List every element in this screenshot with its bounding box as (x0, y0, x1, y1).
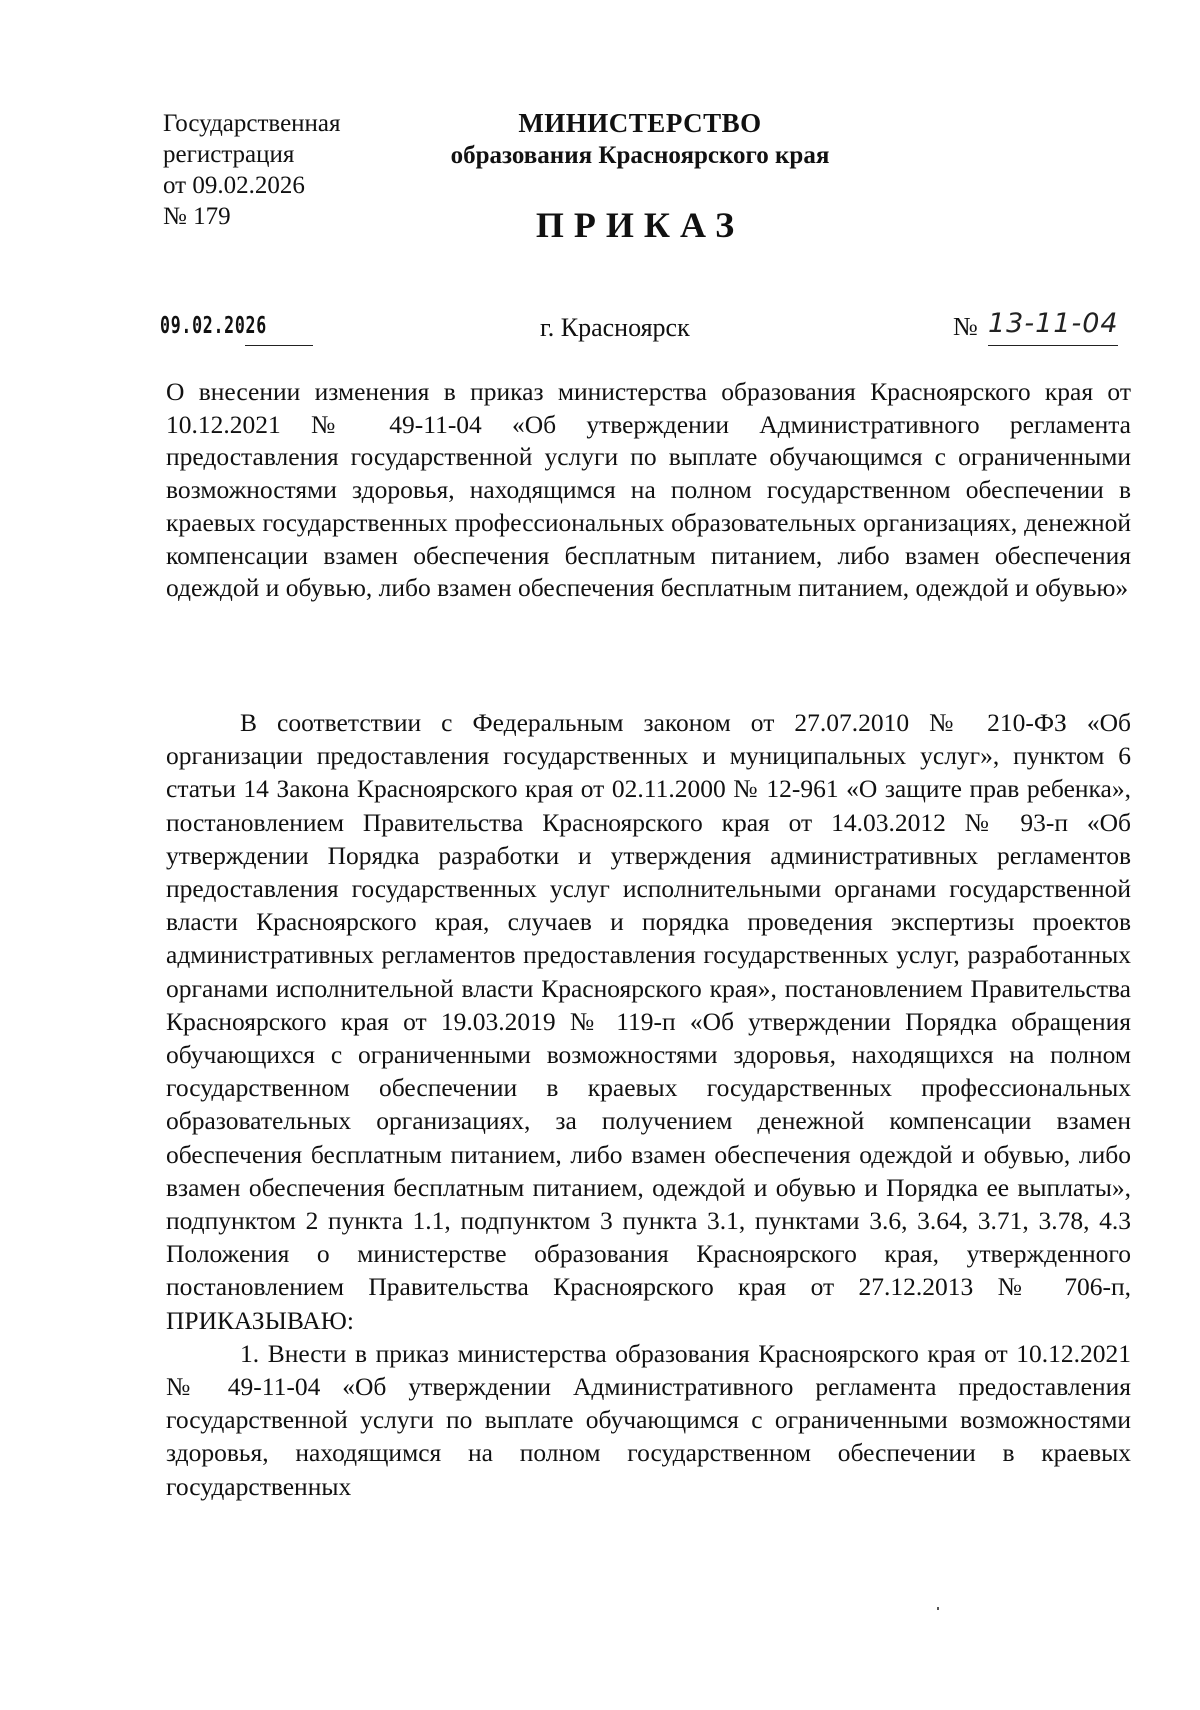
item-1-paragraph: 1. Внести в приказ министерства образования Красноярского края от 10.12.2021 № 49-11-04 «Об утверждении Административного регламента предоставления государственной услуги по выплате обучающимся с ограниченными возможностями здоровья, находящимся на полном государственном обеспечении в краевых государственных (166, 1338, 1131, 1501)
order-number-label: № (953, 312, 978, 341)
registration-date: от 09.02.2026 (163, 172, 305, 199)
number-underline (988, 345, 1118, 346)
date-underline (245, 345, 313, 346)
order-date: 09.02.2026 (160, 313, 267, 339)
order-body (166, 706, 1131, 1503)
ministry-title: МИНИСТЕРСТВО (518, 108, 762, 138)
registration-line: Государственная (163, 110, 341, 137)
order-city: г. Красноярск (540, 313, 690, 342)
scan-speck (937, 1607, 939, 1610)
order-number: 13-11-04 (988, 308, 1119, 339)
preamble-paragraph: В соответствии с Федеральным законом от 27.07.2010 № 210-ФЗ «Об организации предоставления государственных и муниципальных услуг», пунктом 6 статьи 14 Закона Красноярского края от 02.11.2000 № 12-961 «О защите прав ребенка», постановлением Правительства Красноярского края от 14.03.2012 № 93-п «Об утверждении Порядка разработки и утверждения административных регламентов предоставления государственных услуг исполнительными органами государственной власти Красноярского края, случаев и порядка проведения экспертизы проектов административных регламентов предоставления государственных услуг, разработанных органами исполнительной власти Красноярского края», постановлением Правительства Красноярского края от 19.03.2019 № 119-п «Об утверждении Порядка обращения обучающихся с ограниченными возможностями здоровья, находящихся на полном государственном обеспечении в краевых государственных профессиональных образовательных организациях, за получением денежной компенсации взамен обеспечения бесплатным питанием, либо взамен обеспечения одеждой и обувью, либо взамен обеспечения бесплатным питанием, одеждой и обувью и Порядка ее выплаты», подпунктом 2 пункта 1.1, подпунктом 3 пункта 3.1, пунктами 3.6, 3.64, 3.71, 3.78, 4.3 Положения о министерстве образования Красноярского края, утвержденного постановлением Правительства Красноярского края от 27.12.2013 № 706-п, ПРИКАЗЫВАЮ: (166, 708, 1131, 1335)
registration-line: регистрация (163, 141, 295, 168)
document-type: ПРИКАЗ (535, 205, 745, 245)
ministry-subtitle: образования Красноярского края (450, 142, 830, 169)
ministry-heading (420, 106, 860, 172)
registration-block (163, 108, 341, 232)
registration-number: № 179 (163, 203, 231, 230)
order-title: О внесении изменения в приказ министерства образования Красноярского края от 10.12.2021 № 49-11-04 «Об утверждении Административного регламента предоставления государственной услуги по выплате обучающимся с ограниченными возможностями здоровья, находящимся на полном государственном обеспечении в краевых государственных профессиональных образовательных организациях, денежной компенсации взамен обеспечения бесплатным питанием, либо взамен обеспечения одеждой и обувью, либо взамен обеспечения бесплатным питанием, одеждой и обувью» (166, 377, 1131, 603)
